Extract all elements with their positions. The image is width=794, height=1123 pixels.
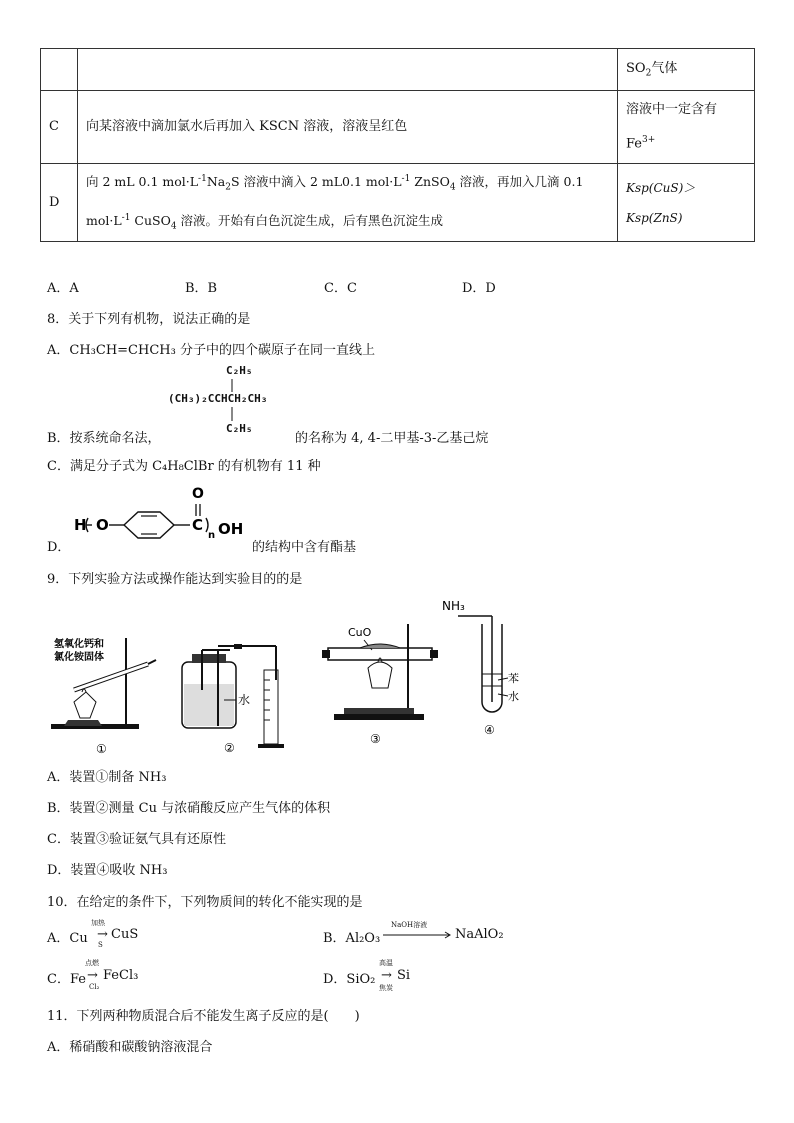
struct-c: C (192, 516, 204, 534)
struct-bottom: C₂H₅ (226, 422, 253, 435)
option-b: B．B (185, 281, 218, 296)
row-content: 向 2 mL 0.1 $mol\cdot L^{-1}Na_2S$ 溶液中滴入 2 mL0.1 $mol\cdot L^{-1}$ ZnSO$_4$ 溶液，再加入几滴 0.1 $mol\cdot L^{-1}$ CuSO$_4$ 溶液。开始有白色沉淀生成，后有黑色沉淀生成 (78, 164, 618, 242)
row-result: Ksp(CuS)＞Ksp(ZnS) (618, 164, 755, 242)
table-row (41, 49, 755, 91)
arrow: → (97, 927, 108, 942)
apparatus-1 (46, 630, 164, 760)
struct-mid: (CH₃)₂CCHCH₂CH₃ (168, 392, 268, 405)
struct-bonds (168, 364, 308, 440)
apparatus-3 (320, 618, 440, 748)
fig2-water-label: 水 (238, 693, 251, 707)
row-result: $SO_2$气体 (618, 49, 755, 91)
apparatus-2 (172, 640, 290, 758)
apparatus-3-drawing (320, 618, 440, 748)
row-label (41, 49, 78, 91)
q8-stem: 8．关于下列有机物，说法正确的是 (47, 312, 251, 327)
struct-top: C₂H₅ (226, 364, 253, 377)
q11-option-a: A．稀硝酸和碳酸钠溶液混合 (47, 1040, 213, 1055)
fig3-number: ③ (370, 732, 381, 746)
q8-option-c: C．满足分子式为 C₄H₈ClBr 的有机物有 11 种 (47, 459, 321, 474)
q10-option-b (323, 918, 623, 950)
option-d: D．D (462, 281, 496, 296)
struct-top-o: O (192, 486, 204, 502)
q8-option-b-label: B．按系统命名法， (47, 431, 161, 446)
struct-oh: OH (218, 520, 244, 538)
fig4-water-label: 水 (508, 690, 519, 703)
q10-stem: 10．在给定的条件下，下列物质间的转化不能实现的是 (47, 895, 363, 910)
q9-stem: 9．下列实验方法或操作能达到实验目的的是 (47, 572, 303, 587)
fig2-number: ② (224, 741, 235, 755)
apparatus-1-drawing (46, 630, 164, 760)
q11-stem: 11．下列两种物质混合后不能发生离子反应的是( ) (47, 1009, 360, 1024)
condition-bottom: S (98, 941, 103, 949)
q9-option-d: D．装置④吸收 NH₃ (47, 863, 168, 878)
arrow: → (381, 968, 392, 983)
fig1-label: 氢氧化钙和 (54, 639, 104, 650)
reactant: D．SiO₂ (323, 972, 376, 987)
product: Si (397, 968, 411, 983)
struct-n: n (208, 530, 216, 541)
fig1-number: ① (96, 742, 107, 756)
q9-option-c: C．装置③验证氨气具有还原性 (47, 832, 226, 847)
condition-top: NaOH溶液 (391, 921, 428, 929)
reactant: B．Al₂O₃ (323, 931, 381, 946)
q8-option-d-label: D． (47, 540, 71, 555)
row-label: C (41, 91, 78, 164)
struct-h: H (74, 516, 87, 534)
fig3-cuo-label: CuO (348, 626, 372, 639)
polymer-structure (72, 482, 252, 554)
q8-d-structure (72, 482, 252, 554)
options-table (40, 48, 755, 242)
q8-option-b-text: 的名称为 4, 4-二甲基-3-乙基己烷 (295, 431, 489, 446)
condition-bottom: 焦炭 (379, 984, 393, 992)
q10-option-c (47, 958, 347, 992)
reactant: C．Fe (47, 972, 86, 987)
condition-top: 加热 (91, 919, 105, 927)
product: CuS (111, 927, 139, 942)
q8-option-d-text: 的结构中含有酯基 (252, 540, 357, 555)
condition-bottom: Cl₂ (89, 983, 100, 991)
fig1-label2: 氯化铵固体 (54, 652, 104, 663)
apparatus-2-drawing (172, 640, 290, 758)
q9-option-b: B．装置②测量 Cu 与浓硝酸反应产生气体的体积 (47, 801, 331, 816)
row-label: D (41, 164, 78, 242)
row-result: 溶液中一定含有 $Fe^{3+}$ (618, 91, 755, 164)
apparatus-4-drawing (438, 594, 528, 744)
table-row (41, 91, 755, 164)
q10-option-a (47, 918, 347, 950)
arrow (383, 930, 453, 940)
struct-o: O (96, 516, 109, 534)
table-row (41, 164, 755, 242)
option-c: C．C (324, 281, 357, 296)
row-content (78, 49, 618, 91)
q8-option-a: A．CH₃CH=CHCH₃ 分子中的四个碳原子在同一直线上 (47, 343, 375, 358)
q9-option-a: A．装置①制备 NH₃ (47, 770, 167, 785)
condition-top: 高温 (379, 959, 393, 967)
apparatus-4 (438, 594, 528, 744)
product: FeCl₃ (103, 968, 139, 983)
condition-top: 点燃 (85, 959, 99, 967)
fig4-nh3-label: NH₃ (442, 599, 465, 613)
fig4-number: ④ (484, 723, 495, 737)
q10-option-d (323, 958, 623, 992)
reactant: A．Cu (47, 931, 88, 946)
option-a: A．A (47, 281, 79, 296)
q8-b-structure (168, 364, 308, 440)
row-content: 向某溶液中滴加氯水后再加入 KSCN 溶液，溶液呈红色 (78, 91, 618, 164)
fig4-benzene-label: 苯 (508, 672, 519, 685)
arrow: → (87, 968, 98, 983)
product: NaAlO₂ (455, 927, 504, 942)
